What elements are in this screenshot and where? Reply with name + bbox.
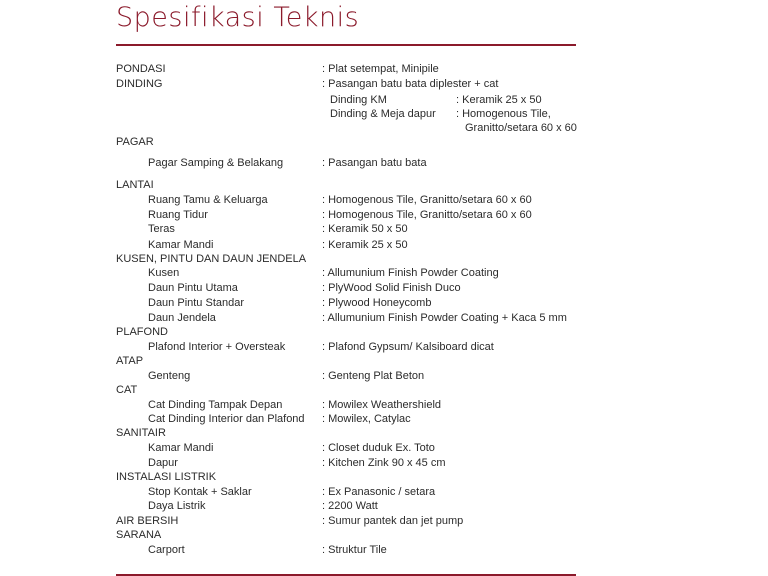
- spec-row: [0, 238, 768, 253]
- spec-label: Genteng: [148, 370, 191, 382]
- spec-row: [0, 281, 768, 296]
- spec-value: : Homogenous Tile, Granitto/setara 60 x 60: [322, 194, 532, 206]
- spec-row: [0, 412, 768, 427]
- spec-row: [0, 222, 768, 237]
- spec-value: : Struktur Tile: [322, 544, 387, 556]
- spec-row: [0, 178, 768, 193]
- spec-value: : Keramik 50 x 50: [322, 223, 408, 235]
- spec-row: [0, 296, 768, 311]
- spec-row: [0, 514, 768, 529]
- spec-label: Cat Dinding Interior dan Plafond: [148, 413, 305, 425]
- spec-label: Dinding KM: [330, 94, 387, 106]
- spec-label: Stop Kontak + Saklar: [148, 486, 252, 498]
- spec-label: Dinding & Meja dapur: [330, 108, 436, 120]
- spec-label: INSTALASI LISTRIK: [116, 471, 217, 483]
- spec-label: Teras: [148, 223, 175, 235]
- spec-row: [0, 369, 768, 384]
- spec-value: : 2200 Watt: [322, 500, 378, 512]
- spec-label: PAGAR: [116, 136, 154, 148]
- spec-label: Daun Jendela: [148, 312, 216, 324]
- spec-label: Carport: [148, 544, 185, 556]
- spec-row: [0, 470, 768, 485]
- spec-value: : Allumunium Finish Powder Coating: [322, 267, 499, 279]
- spec-row: [0, 441, 768, 456]
- spec-value: : Plafond Gypsum/ Kalsiboard dicat: [322, 341, 494, 353]
- spec-row: [0, 208, 768, 223]
- spec-label: CAT: [116, 384, 138, 396]
- spec-value: : PlyWood Solid Finish Duco: [322, 282, 461, 294]
- spec-value: : Keramik 25 x 50: [456, 94, 542, 106]
- spec-row: [0, 93, 768, 108]
- spec-label: Kamar Mandi: [148, 442, 214, 454]
- spec-value: : Mowilex, Catylac: [322, 413, 411, 425]
- spec-row: [0, 311, 768, 326]
- spec-row: [0, 543, 768, 558]
- spec-label: Dapur: [148, 457, 178, 469]
- spec-row: [0, 528, 768, 543]
- spec-label: Cat Dinding Tampak Depan: [148, 399, 283, 411]
- spec-label: SARANA: [116, 529, 162, 541]
- spec-row: [0, 499, 768, 514]
- spec-row: [0, 193, 768, 208]
- spec-label: PONDASI: [116, 63, 166, 75]
- spec-value: Granitto/setara 60 x 60: [465, 122, 577, 134]
- spec-row: [0, 456, 768, 471]
- spec-row: [0, 62, 768, 77]
- spec-value: : Pasangan batu bata: [322, 157, 427, 169]
- spec-row: [0, 426, 768, 441]
- spec-value: : Homogenous Tile, Granitto/setara 60 x 60: [322, 209, 532, 221]
- spec-row: [0, 266, 768, 281]
- spec-value: : Sumur pantek dan jet pump: [322, 515, 464, 527]
- spec-label: AIR BERSIH: [116, 515, 179, 527]
- spec-row: [0, 325, 768, 340]
- spec-value: : Keramik 25 x 50: [322, 239, 408, 251]
- spec-label: Ruang Tidur: [148, 209, 208, 221]
- spec-label: LANTAI: [116, 179, 154, 191]
- spec-row: [0, 121, 768, 136]
- spec-row: [0, 77, 768, 92]
- page-title: Spesifikasi Teknis: [116, 2, 360, 33]
- spec-label: Daun Pintu Standar: [148, 297, 245, 309]
- spec-row: [0, 107, 768, 122]
- spec-row: [0, 340, 768, 355]
- spec-label: Plafond Interior + Oversteak: [148, 341, 286, 353]
- spec-row: [0, 383, 768, 398]
- spec-value: : Plat setempat, Minipile: [322, 63, 439, 75]
- spec-value: : Homogenous Tile,: [456, 108, 551, 120]
- spec-value: : Plywood Honeycomb: [322, 297, 432, 309]
- spec-row: [0, 354, 768, 369]
- spec-label: Pagar Samping & Belakang: [148, 157, 284, 169]
- spec-label: PLAFOND: [116, 326, 168, 338]
- spec-value: : Kitchen Zink 90 x 45 cm: [322, 457, 446, 469]
- spec-value: : Closet duduk Ex. Toto: [322, 442, 435, 454]
- spec-value: : Pasangan batu bata diplester + cat: [322, 78, 499, 90]
- spec-row: [0, 485, 768, 500]
- spec-label: Kamar Mandi: [148, 239, 214, 251]
- spec-label: DINDING: [116, 78, 163, 90]
- spec-label: Daya Listrik: [148, 500, 206, 512]
- spec-row: [0, 135, 768, 150]
- spec-label: SANITAIR: [116, 427, 166, 439]
- spec-row: [0, 398, 768, 413]
- spec-row: [0, 156, 768, 171]
- spec-row: [0, 252, 768, 267]
- spec-label: Kusen: [148, 267, 180, 279]
- spec-value: : Ex Panasonic / setara: [322, 486, 436, 498]
- spec-value: : Mowilex Weathershield: [322, 399, 442, 411]
- spec-label: Ruang Tamu & Keluarga: [148, 194, 268, 206]
- spec-label: Daun Pintu Utama: [148, 282, 238, 294]
- spec-value: : Genteng Plat Beton: [322, 370, 425, 382]
- spec-label: ATAP: [116, 355, 144, 367]
- spec-label: KUSEN, PINTU DAN DAUN JENDELA: [116, 253, 307, 265]
- spec-value: : Allumunium Finish Powder Coating + Kaca 5 mm: [322, 312, 567, 324]
